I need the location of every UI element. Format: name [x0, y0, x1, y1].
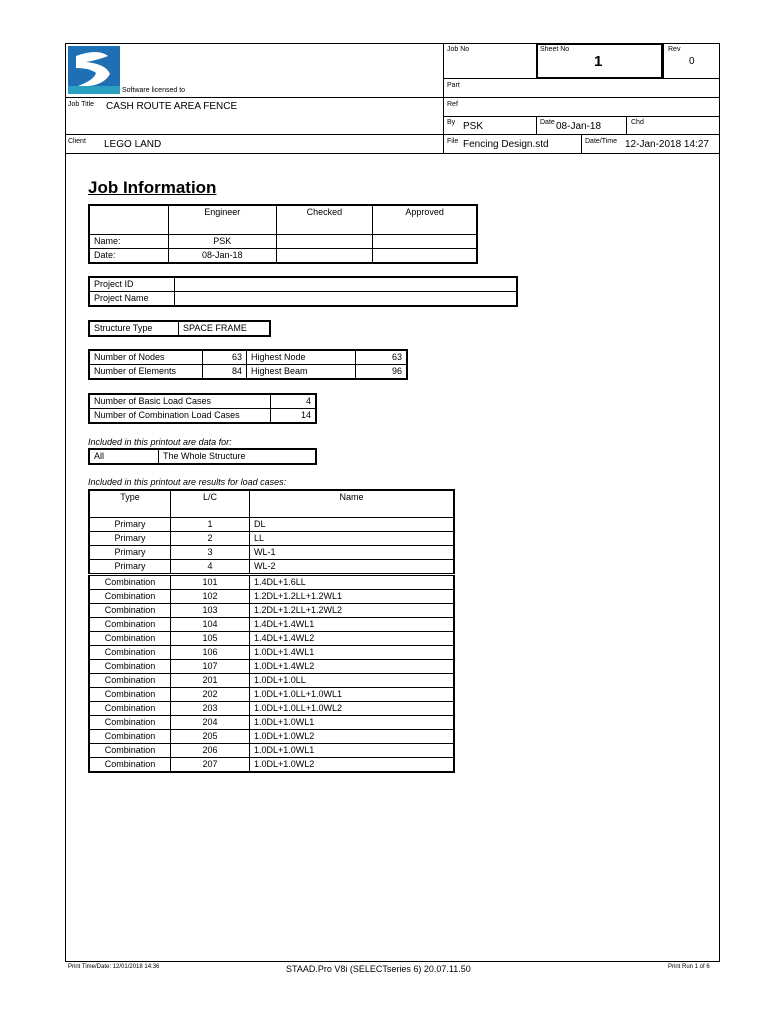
included-data-caption: Included in this printout are data for:	[88, 437, 232, 447]
lc-number: 4	[171, 560, 250, 575]
lc-type: Combination	[89, 688, 171, 702]
chd-label: Chd	[631, 119, 644, 126]
basic-load-value: 4	[271, 394, 317, 409]
lc-type: Combination	[89, 758, 171, 773]
col-approved: Approved	[373, 205, 477, 235]
lc-type: Combination	[89, 646, 171, 660]
elements-label: Number of Elements	[89, 365, 203, 380]
nodes-label: Number of Nodes	[89, 350, 203, 365]
lc-type: Combination	[89, 632, 171, 646]
signoff-table	[88, 204, 478, 264]
col-engineer: Engineer	[169, 205, 277, 235]
lc-type: Combination	[89, 660, 171, 674]
lc-number: 207	[171, 758, 250, 773]
client-value: LEGO LAND	[104, 139, 162, 150]
lc-type: Combination	[89, 716, 171, 730]
datetime-label: Date/Time	[585, 138, 618, 145]
table-row	[89, 702, 454, 716]
lc-type: Primary	[89, 532, 171, 546]
lc-type: Combination	[89, 730, 171, 744]
lc-number: 1	[171, 518, 250, 532]
structure-type-value: SPACE FRAME	[179, 321, 271, 336]
sheet-no: 1	[594, 53, 603, 70]
lc-type: Combination	[89, 618, 171, 632]
lc-name: 1.0DL+1.0LL	[250, 674, 455, 688]
date-label: Date	[540, 119, 555, 126]
loadcases-table	[88, 489, 455, 773]
lc-number: 203	[171, 702, 250, 716]
lc-type: Primary	[89, 518, 171, 532]
elements-value: 84	[203, 365, 247, 380]
lc-number: 102	[171, 590, 250, 604]
lc-number: 101	[171, 575, 250, 590]
lc-number: 107	[171, 660, 250, 674]
lc-name: 1.0DL+1.4WL1	[250, 646, 455, 660]
lc-number: 3	[171, 546, 250, 560]
lc-name: WL-1	[250, 546, 455, 560]
table-row	[89, 575, 454, 590]
date-value: 08-Jan-18	[556, 121, 602, 132]
lc-name: 1.0DL+1.0LL+1.0WL2	[250, 702, 455, 716]
lc-type: Combination	[89, 744, 171, 758]
job-title-label: Job Title	[68, 101, 95, 108]
project-id-label: Project ID	[89, 277, 175, 292]
highest-node-label: Highest Node	[247, 350, 356, 365]
lc-name: 1.2DL+1.2LL+1.2WL2	[250, 604, 455, 618]
job-no-label: Job No	[447, 46, 470, 53]
loadcases-caption: Included in this printout are results for load cases:	[88, 477, 287, 487]
date-row-label: Date:	[89, 249, 169, 264]
license-text: Software licensed to	[122, 87, 186, 94]
lc-name: 1.0DL+1.0WL2	[250, 758, 455, 773]
table-row	[89, 688, 454, 702]
combo-load-label: Number of Combination Load Cases	[89, 409, 271, 424]
footer-program: STAAD.Pro V8i (SELECTseries 6) 20.07.11.50	[286, 964, 471, 974]
lc-name: 1.4DL+1.6LL	[250, 575, 455, 590]
file-label: File	[447, 138, 459, 145]
lc-name: 1.0DL+1.0WL1	[250, 744, 455, 758]
project-table	[88, 276, 518, 307]
footer-print-time: Print Time/Date: 12/01/2018 14:36	[68, 964, 160, 970]
table-row	[89, 744, 454, 758]
lc-number: 2	[171, 532, 250, 546]
lc-number: 105	[171, 632, 250, 646]
table-row	[89, 532, 454, 546]
lc-name: 1.0DL+1.4WL2	[250, 660, 455, 674]
counts-table	[88, 349, 408, 380]
highest-beam-value: 96	[356, 365, 408, 380]
project-name-label: Project Name	[89, 292, 175, 307]
lc-number: 104	[171, 618, 250, 632]
lc-name: 1.0DL+1.0WL1	[250, 716, 455, 730]
table-row	[89, 518, 454, 532]
nodes-value: 63	[203, 350, 247, 365]
lc-type: Combination	[89, 674, 171, 688]
highest-beam-label: Highest Beam	[247, 365, 356, 380]
table-row	[89, 730, 454, 744]
client-label: Client	[68, 138, 86, 145]
lc-header-type: Type	[89, 490, 171, 518]
name-label: Name:	[89, 235, 169, 249]
datetime-value: 12-Jan-2018 14:27	[625, 139, 709, 150]
table-row	[89, 674, 454, 688]
table-row	[89, 716, 454, 730]
rev-value: 0	[689, 56, 695, 67]
lc-type: Primary	[89, 546, 171, 560]
company-logo	[68, 46, 120, 94]
scope-desc: The Whole Structure	[159, 449, 317, 464]
lc-header-lc: L/C	[171, 490, 250, 518]
basic-load-label: Number of Basic Load Cases	[89, 394, 271, 409]
lc-number: 206	[171, 744, 250, 758]
lc-type: Combination	[89, 702, 171, 716]
highest-node-value: 63	[356, 350, 408, 365]
scope-value: All	[89, 449, 159, 464]
lc-type: Combination	[89, 575, 171, 590]
col-checked: Checked	[276, 205, 373, 235]
lc-number: 106	[171, 646, 250, 660]
page-title: Job Information	[88, 178, 217, 197]
table-row	[89, 646, 454, 660]
lc-number: 103	[171, 604, 250, 618]
table-row	[89, 546, 454, 560]
lc-header-name: Name	[250, 490, 455, 518]
lc-type: Primary	[89, 560, 171, 575]
file-value: Fencing Design.std	[463, 139, 549, 150]
lc-name: 1.2DL+1.2LL+1.2WL1	[250, 590, 455, 604]
structure-table	[88, 320, 271, 337]
lc-name: 1.0DL+1.0LL+1.0WL1	[250, 688, 455, 702]
lc-type: Combination	[89, 590, 171, 604]
engineer-date: 08-Jan-18	[169, 249, 277, 264]
ref-label: Ref	[447, 101, 458, 108]
lc-name: 1.0DL+1.0WL2	[250, 730, 455, 744]
table-row	[89, 758, 454, 773]
lc-number: 201	[171, 674, 250, 688]
table-row	[89, 632, 454, 646]
footer-print-run: Print Run 1 of 6	[668, 964, 710, 970]
table-row	[89, 660, 454, 674]
table-row	[89, 604, 454, 618]
included-data-table	[88, 448, 317, 465]
by-label: By	[447, 119, 456, 126]
table-row	[89, 590, 454, 604]
lc-type: Combination	[89, 604, 171, 618]
part-label: Part	[447, 82, 460, 89]
lc-number: 204	[171, 716, 250, 730]
combo-load-value: 14	[271, 409, 317, 424]
lc-name: DL	[250, 518, 455, 532]
by-value: PSK	[463, 121, 484, 132]
lc-number: 205	[171, 730, 250, 744]
table-row	[89, 618, 454, 632]
lc-name: 1.4DL+1.4WL2	[250, 632, 455, 646]
engineer-name: PSK	[169, 235, 277, 249]
lc-name: WL-2	[250, 560, 455, 575]
lc-number: 202	[171, 688, 250, 702]
lc-name: LL	[250, 532, 455, 546]
rev-label: Rev	[668, 46, 681, 53]
structure-type-label: Structure Type	[89, 321, 179, 336]
lc-name: 1.4DL+1.4WL1	[250, 618, 455, 632]
sheet-no-label: Sheet No	[540, 46, 570, 53]
table-row	[89, 560, 454, 575]
loadcount-table	[88, 393, 317, 424]
job-title: CASH ROUTE AREA FENCE	[106, 101, 238, 112]
